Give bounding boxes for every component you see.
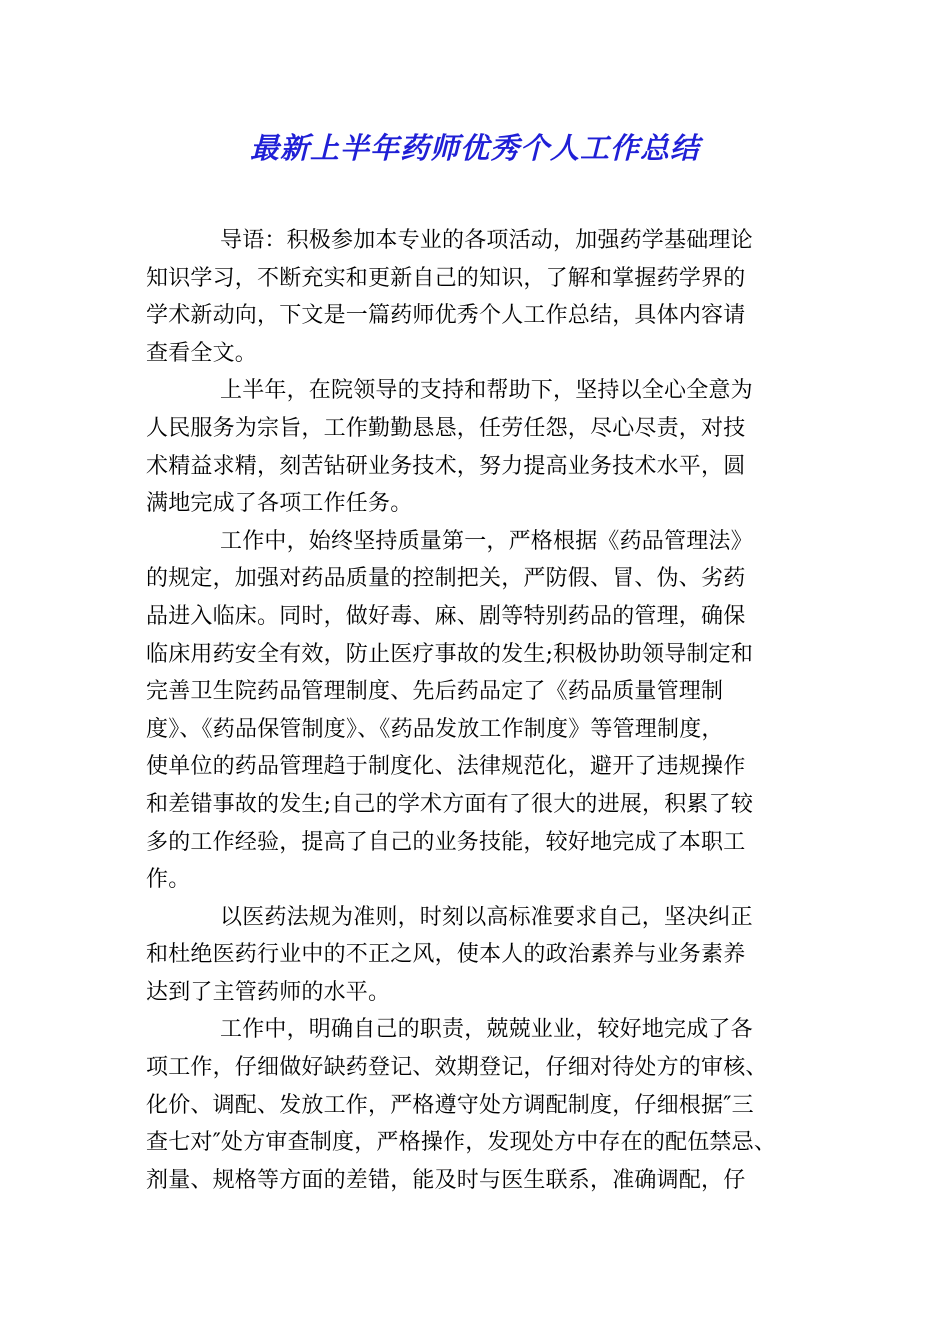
paragraph-line: 以医药法规为准则，时刻以高标准要求自己，坚决纠正	[220, 904, 753, 930]
document-title: 最新上半年药师优秀个人工作总结	[249, 131, 700, 165]
paragraph-line: 导语：积极参加本专业的各项活动，加强药学基础理论	[220, 228, 753, 253]
paragraph-line: 多的工作经验，提高了自己的业务技能，较好地完成了本职工	[146, 829, 746, 855]
paragraph-line: 人民服务为宗旨，工作勤勤恳恳，任劳任怨，尽心尽责，对技	[146, 415, 746, 441]
paragraph-line: 工作中，始终坚持质量第一，严格根据《药品管理法》	[220, 528, 753, 554]
paragraph-regulations	[146, 899, 822, 1012]
paragraph-line: 品进入临床。同时，做好毒、麻、剧等特别药品的管理，确保	[146, 603, 746, 629]
paragraph-line: 查七对″处方审查制度，严格操作，发现处方中存在的配伍禁忌、	[146, 1130, 777, 1156]
paragraph-quality-management	[146, 523, 822, 899]
paragraph-intro	[146, 222, 822, 372]
paragraph-line: 作。	[146, 867, 191, 893]
paragraph-line: 临床用药安全有效，防止医疗事故的发生;积极协助领导制定和	[146, 641, 754, 667]
paragraph-line: 术精益求精，刻苦钻研业务技术，努力提高业务技术水平，圆	[146, 453, 746, 479]
paragraph-line: 达到了主管药师的水平。	[146, 979, 391, 1005]
paragraph-line: 使单位的药品管理趋于制度化、法律规范化，避开了违规操作	[146, 754, 746, 780]
paragraph-line: 的规定，加强对药品质量的控制把关，严防假、冒、伪、劣药	[146, 566, 746, 592]
paragraph-line: 学术新动向，下文是一篇药师优秀个人工作总结，具体内容请	[146, 303, 746, 329]
paragraph-line: 和差错事故的发生;自己的学术方面有了很大的进展，积累了较	[146, 791, 754, 817]
paragraph-line: 化价、调配、发放工作，严格遵守处方调配制度，仔细根据″三	[146, 1092, 754, 1118]
paragraph-line: 完善卫生院药品管理制度、先后药品定了《药品质量管理制	[146, 679, 724, 705]
paragraph-line: 项工作，仔细做好缺药登记、效期登记，仔细对待处方的审核、	[146, 1055, 768, 1081]
paragraph-line: 上半年，在院领导的支持和帮助下，坚持以全心全意为	[220, 378, 753, 404]
paragraph-line: 剂量、规格等方面的差错，能及时与医生联系，准确调配，仔	[146, 1167, 746, 1193]
paragraph-first-half-year	[146, 372, 822, 522]
paragraph-duties	[146, 1011, 822, 1199]
paragraph-line: 工作中，明确自己的职责，兢兢业业，较好地完成了各	[220, 1017, 753, 1043]
paragraph-line: 知识学习，不断充实和更新自己的知识，了解和掌握药学界的	[146, 265, 746, 291]
paragraph-line: 和杜绝医药行业中的不正之风，使本人的政治素养与业务素养	[146, 942, 746, 968]
paragraph-line: 满地完成了各项工作任务。	[146, 491, 413, 517]
document-body	[146, 222, 822, 1199]
paragraph-line: 度》、《药品保管制度》、《药品发放工作制度》等管理制度，	[146, 716, 724, 742]
paragraph-line: 查看全文。	[146, 340, 258, 366]
